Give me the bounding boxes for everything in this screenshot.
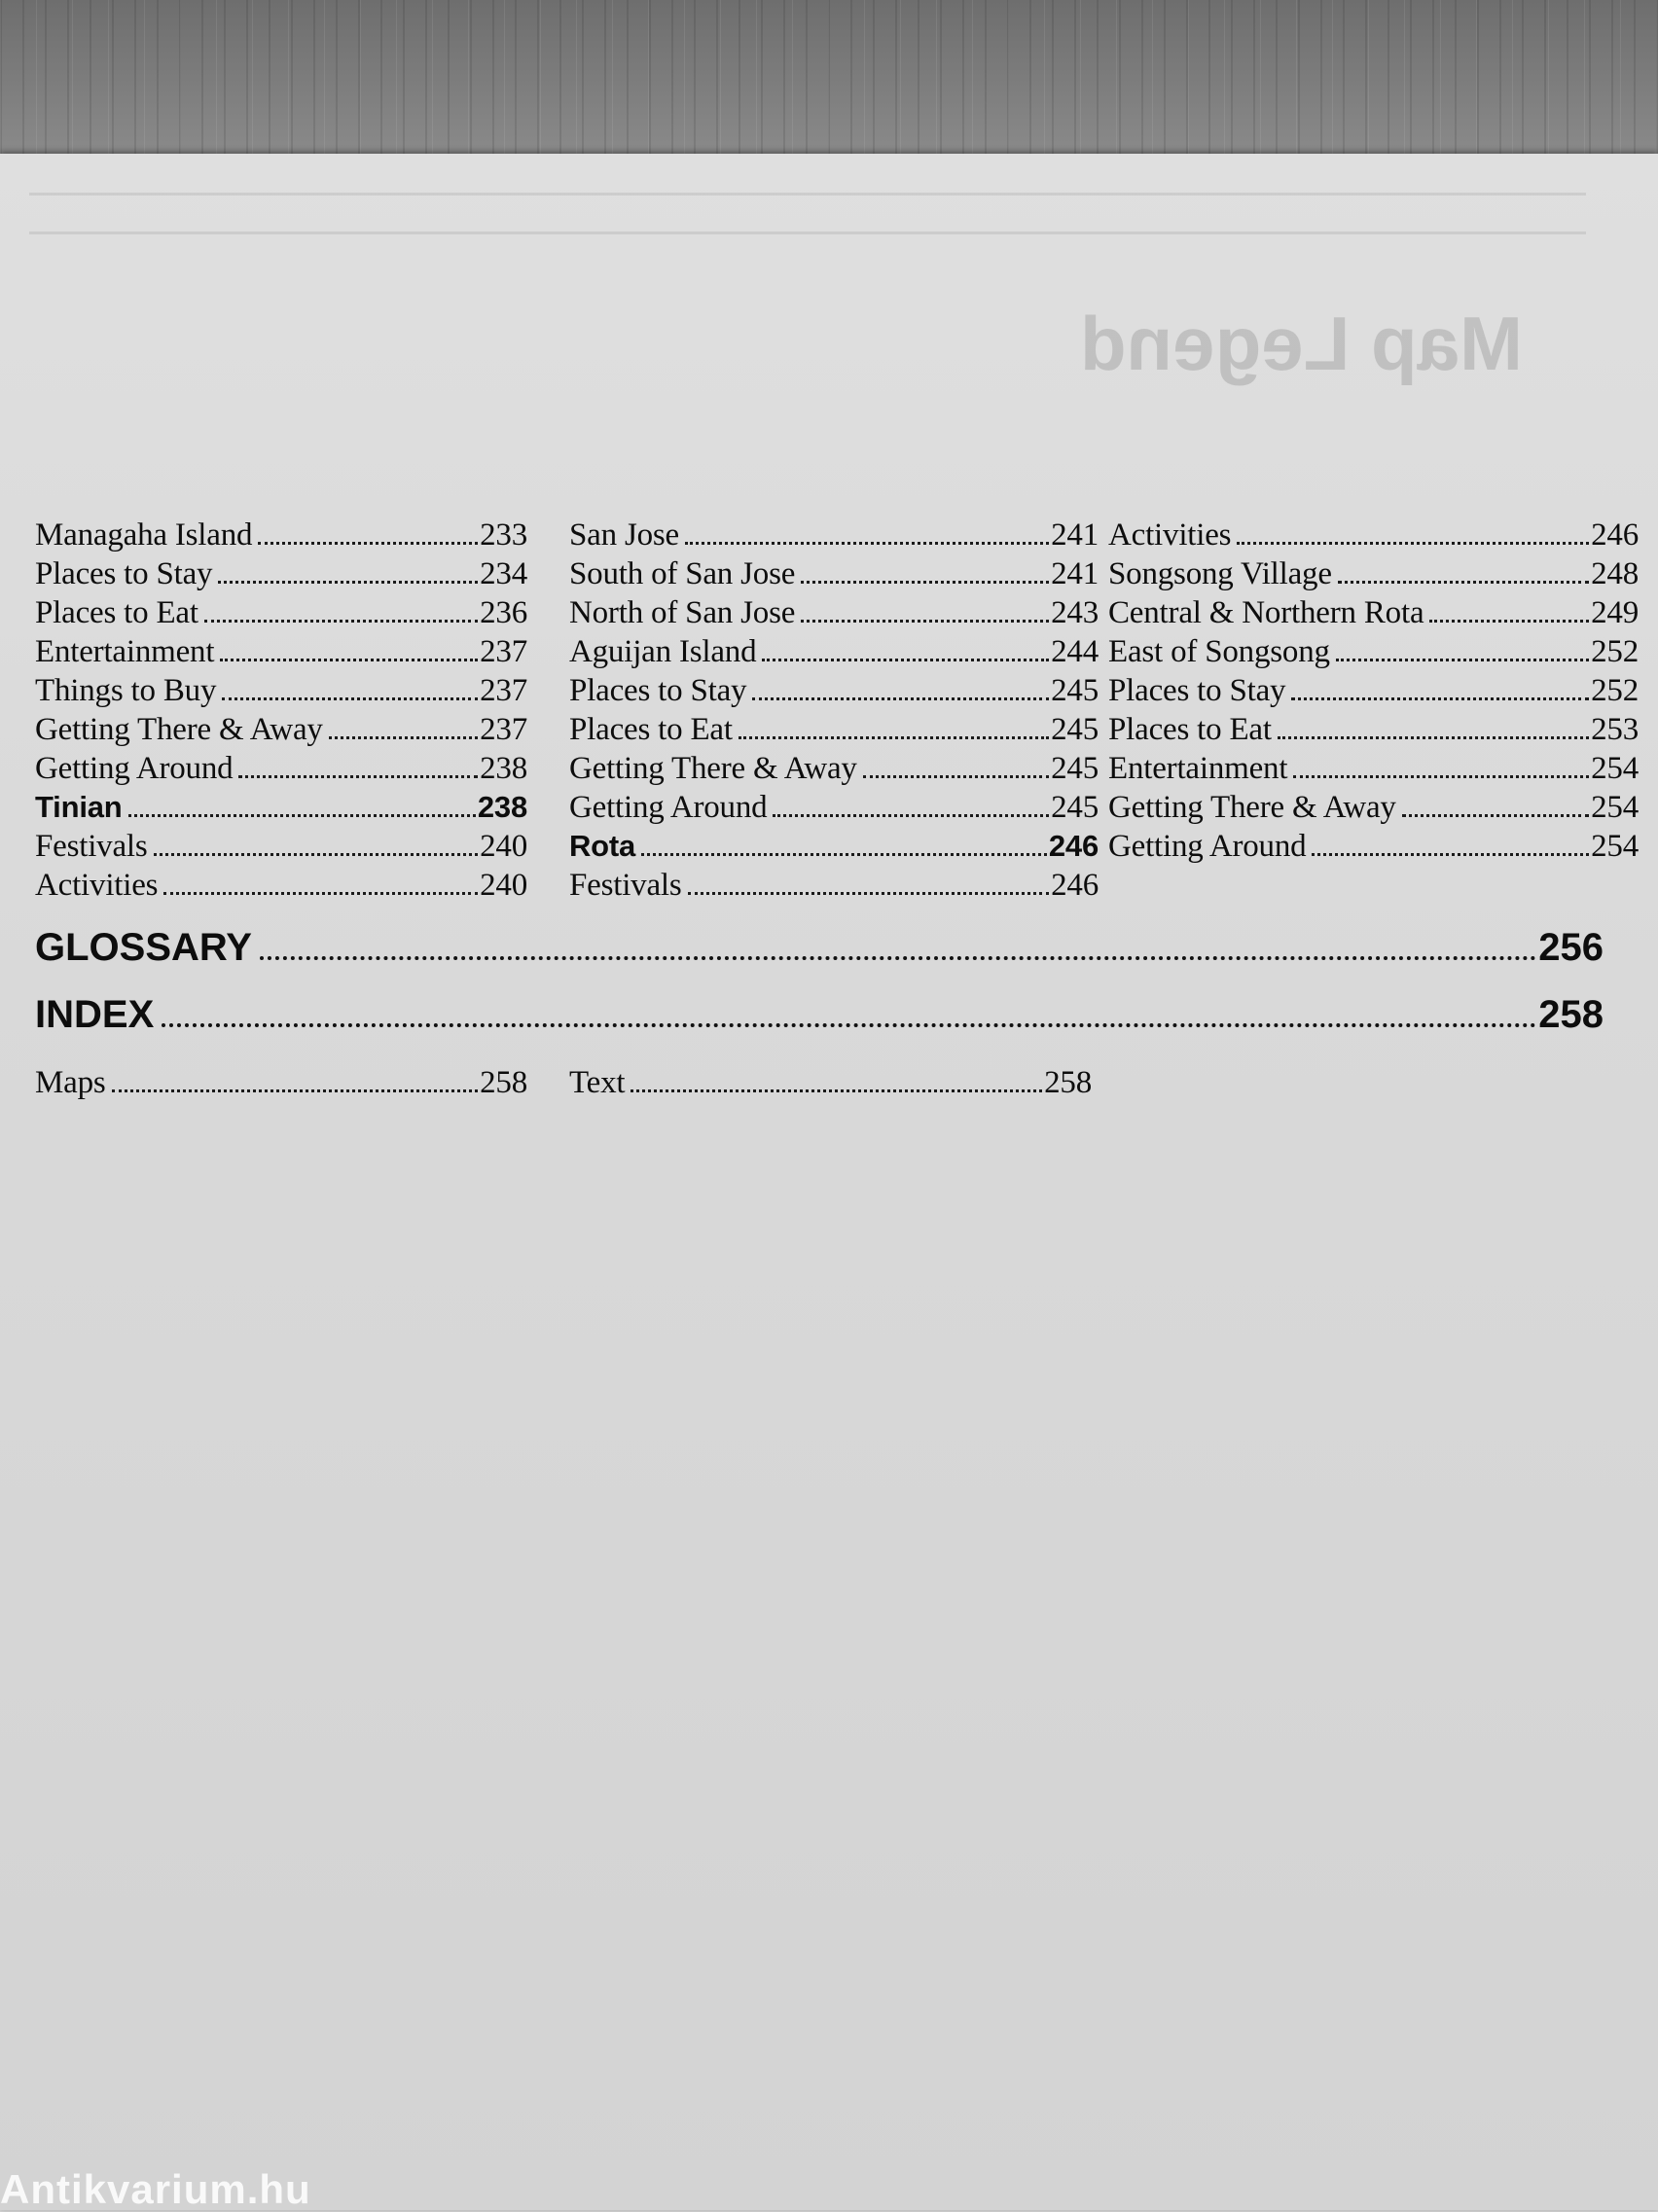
dot-leader <box>1237 542 1589 545</box>
dot-leader <box>801 620 1049 623</box>
dot-leader <box>752 697 1049 700</box>
dot-leader <box>739 736 1049 739</box>
toc-label: Places to Stay <box>569 673 747 708</box>
toc-entry[interactable] <box>569 788 1099 827</box>
toc-column-1 <box>35 516 527 905</box>
toc-label: Text <box>569 1065 626 1100</box>
toc-entry[interactable] <box>569 593 1099 632</box>
dot-leader <box>222 697 478 700</box>
toc-page-number: 233 <box>480 517 527 553</box>
toc-page-number: 256 <box>1538 926 1604 969</box>
dot-leader <box>1278 736 1589 739</box>
toc-page-number: 252 <box>1591 634 1639 669</box>
bleed-through-rule <box>29 193 1586 196</box>
toc-column-3 <box>1108 516 1639 866</box>
table-of-contents <box>35 516 1639 1100</box>
toc-entry[interactable] <box>569 516 1099 554</box>
toc-label: Places to Eat <box>569 712 733 747</box>
toc-entry[interactable] <box>35 671 527 710</box>
toc-entry[interactable] <box>1108 516 1639 554</box>
toc-page-number: 240 <box>480 868 527 903</box>
toc-page-number: 253 <box>1591 712 1639 747</box>
toc-page-number: 248 <box>1591 556 1639 591</box>
toc-label: Songsong Village <box>1108 556 1332 591</box>
toc-entry[interactable] <box>569 632 1099 671</box>
toc-label: GLOSSARY <box>35 926 252 969</box>
toc-entry[interactable] <box>35 749 527 788</box>
toc-columns <box>35 516 1639 905</box>
toc-page-number: 245 <box>1051 751 1099 786</box>
toc-label: East of Songsong <box>1108 634 1330 669</box>
toc-page-number: 258 <box>480 1065 527 1100</box>
toc-entry[interactable] <box>35 710 527 749</box>
toc-entry-index[interactable] <box>35 991 1604 1038</box>
toc-entry[interactable] <box>35 827 527 866</box>
dot-leader <box>641 853 1047 856</box>
dot-leader <box>863 775 1049 778</box>
toc-entry[interactable] <box>1108 710 1639 749</box>
dot-leader <box>773 814 1049 817</box>
toc-page-number: 244 <box>1051 634 1099 669</box>
toc-label: Places to Stay <box>1108 673 1286 708</box>
toc-label: Getting There & Away <box>569 751 857 786</box>
toc-entry[interactable] <box>1108 749 1639 788</box>
toc-label: Festivals <box>569 868 682 903</box>
toc-page-number: 238 <box>480 751 527 786</box>
toc-entry-glossary[interactable] <box>35 924 1604 971</box>
toc-label: Things to Buy <box>35 673 217 708</box>
toc-label: INDEX <box>35 993 155 1036</box>
toc-entry-maps[interactable] <box>35 1063 527 1102</box>
toc-label: Aguijan Island <box>569 634 757 669</box>
toc-label: Getting Around <box>569 790 768 825</box>
toc-page-number: 246 <box>1591 517 1639 553</box>
toc-label: San Jose <box>569 517 679 553</box>
bleed-through-title: Map Legend <box>1080 301 1524 386</box>
toc-entry[interactable] <box>1108 671 1639 710</box>
toc-page-number: 258 <box>1044 1065 1092 1100</box>
toc-section-heading[interactable] <box>569 827 1099 866</box>
toc-label: Places to Stay <box>35 556 213 591</box>
index-subentries <box>35 1063 1604 1102</box>
toc-page-number: 254 <box>1591 751 1639 786</box>
toc-label: Getting There & Away <box>35 712 323 747</box>
dot-leader <box>204 620 478 623</box>
dot-leader <box>1293 775 1589 778</box>
toc-page-number: 245 <box>1051 790 1099 825</box>
toc-page-number: 249 <box>1591 595 1639 630</box>
toc-label: Entertainment <box>35 634 215 669</box>
toc-entry[interactable] <box>35 516 527 554</box>
toc-label: South of San Jose <box>569 556 796 591</box>
dot-leader <box>238 775 478 778</box>
toc-entry[interactable] <box>569 749 1099 788</box>
toc-entry[interactable] <box>569 866 1099 905</box>
toc-page-number: 246 <box>1048 829 1099 863</box>
dot-leader <box>329 736 478 739</box>
dot-leader <box>162 1023 1536 1027</box>
toc-page-number: 237 <box>480 634 527 669</box>
toc-entry[interactable] <box>569 671 1099 710</box>
book-page <box>0 154 1658 2210</box>
dot-leader <box>128 814 476 817</box>
toc-entry-text[interactable] <box>569 1063 1092 1102</box>
dot-leader <box>688 892 1050 895</box>
toc-entry[interactable] <box>35 593 527 632</box>
toc-entry[interactable] <box>35 866 527 905</box>
dot-leader <box>112 1089 479 1092</box>
toc-page-number: 234 <box>480 556 527 591</box>
toc-column-2 <box>569 516 1099 905</box>
toc-page-number: 237 <box>480 673 527 708</box>
toc-page-number: 241 <box>1051 517 1099 553</box>
toc-label: Places to Eat <box>1108 712 1272 747</box>
toc-page-number: 254 <box>1591 829 1639 864</box>
toc-page-number: 240 <box>480 829 527 864</box>
toc-label: Activities <box>1108 517 1232 553</box>
toc-entry[interactable] <box>1108 788 1639 827</box>
toc-label: North of San Jose <box>569 595 796 630</box>
toc-label: Festivals <box>35 829 148 864</box>
toc-page-number: 252 <box>1591 673 1639 708</box>
toc-entry[interactable] <box>569 710 1099 749</box>
toc-page-number: 237 <box>480 712 527 747</box>
toc-entry[interactable] <box>1108 632 1639 671</box>
dot-leader <box>163 892 478 895</box>
dot-leader <box>1402 814 1589 817</box>
toc-label: Entertainment <box>1108 751 1288 786</box>
toc-label: Tinian <box>35 790 123 824</box>
toc-page-number: 245 <box>1051 712 1099 747</box>
toc-entry[interactable] <box>569 554 1099 593</box>
dot-leader <box>762 659 1049 661</box>
toc-label: Getting Around <box>35 751 234 786</box>
toc-page-number: 236 <box>480 595 527 630</box>
toc-label: Getting Around <box>1108 829 1307 864</box>
bleed-through-rule <box>29 232 1586 234</box>
dot-leader <box>1338 581 1589 584</box>
dot-leader <box>1429 620 1589 623</box>
toc-entry[interactable] <box>35 632 527 671</box>
toc-page-number: 245 <box>1051 673 1099 708</box>
toc-page-number: 243 <box>1051 595 1099 630</box>
toc-entry[interactable] <box>35 554 527 593</box>
scanner-background <box>0 0 1658 156</box>
toc-entry[interactable] <box>1108 827 1639 866</box>
toc-section-heading[interactable] <box>35 788 527 827</box>
toc-entry[interactable] <box>1108 593 1639 632</box>
dot-leader <box>1291 697 1589 700</box>
dot-leader <box>220 659 478 661</box>
toc-page-number: 241 <box>1051 556 1099 591</box>
dot-leader <box>1312 853 1589 856</box>
dot-leader <box>218 581 478 584</box>
dot-leader <box>154 853 479 856</box>
toc-entry[interactable] <box>1108 554 1639 593</box>
dot-leader <box>258 542 478 545</box>
toc-page-number: 246 <box>1051 868 1099 903</box>
toc-label: Getting There & Away <box>1108 790 1396 825</box>
toc-page-number: 238 <box>477 790 527 824</box>
dot-leader <box>260 956 1536 960</box>
watermark: Antikvarium.hu <box>0 2166 311 2212</box>
dot-leader <box>1336 659 1589 661</box>
toc-label: Central & Northern Rota <box>1108 595 1424 630</box>
toc-page-number: 258 <box>1538 993 1604 1036</box>
toc-label: Managaha Island <box>35 517 253 553</box>
dot-leader <box>631 1089 1042 1092</box>
dot-leader <box>801 581 1049 584</box>
dot-leader <box>685 542 1049 545</box>
toc-label: Places to Eat <box>35 595 198 630</box>
toc-label: Maps <box>35 1065 106 1100</box>
toc-label: Rota <box>569 829 636 863</box>
toc-page-number: 254 <box>1591 790 1639 825</box>
toc-label: Activities <box>35 868 159 903</box>
